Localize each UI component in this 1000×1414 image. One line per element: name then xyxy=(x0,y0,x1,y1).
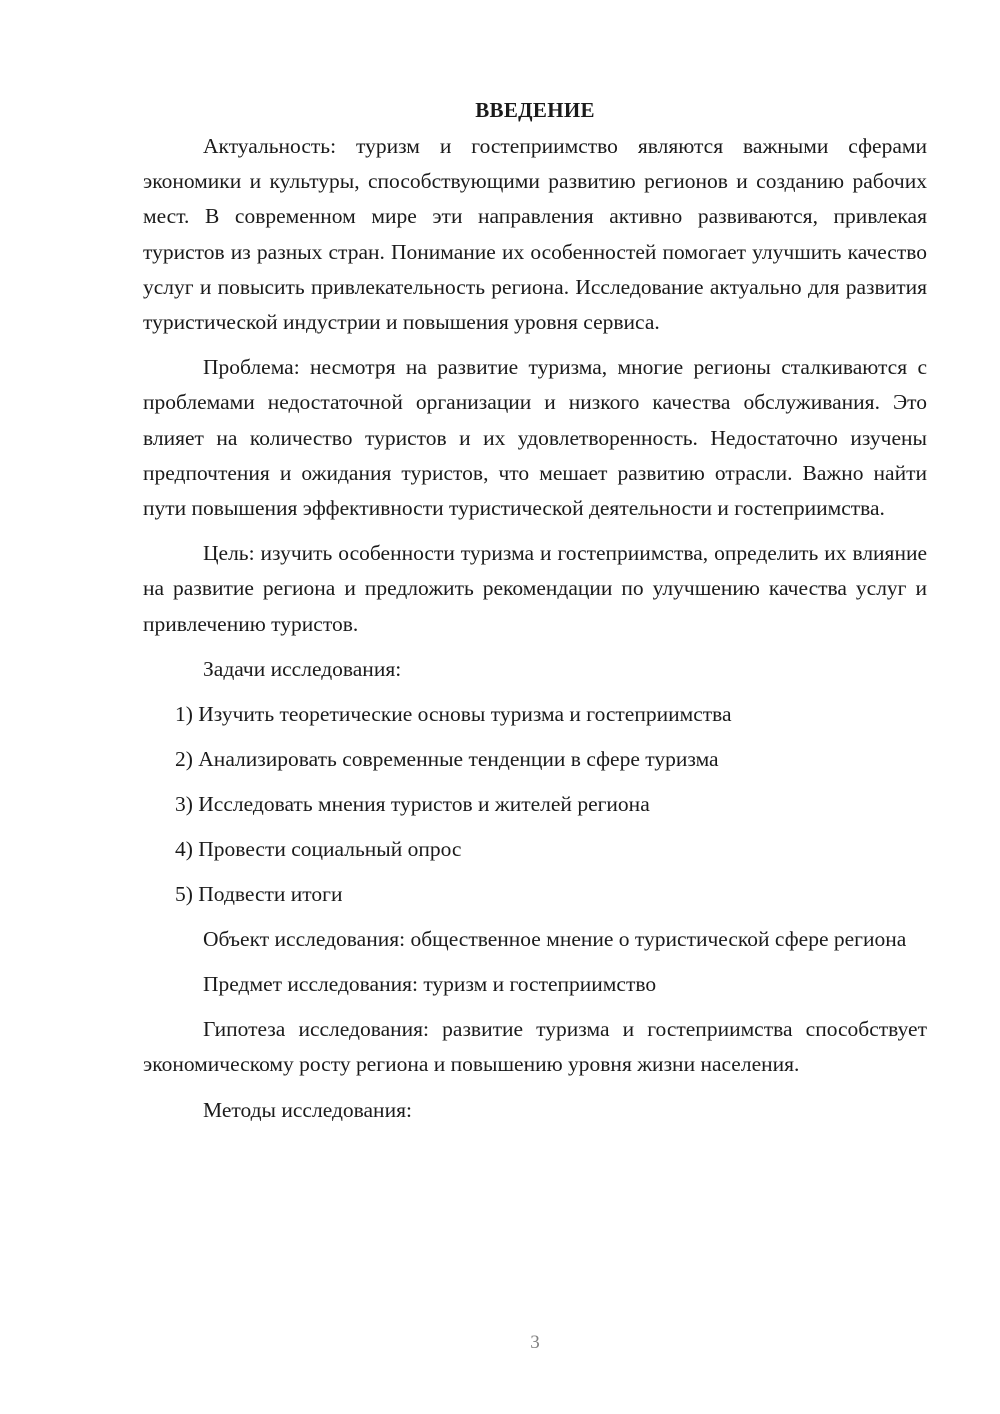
tasks-heading: Задачи исследования: xyxy=(203,656,402,681)
task-item-5: 5) Подвести итоги xyxy=(175,881,343,906)
tasks-list xyxy=(143,697,927,912)
page-content xyxy=(143,95,927,1138)
task-item-2: 2) Анализировать современные тенденции в сфере туризма xyxy=(175,746,719,771)
task-item-1: 1) Изучить теоретические основы туризма и гостеприимства xyxy=(175,701,732,726)
paragraph-hypothesis: Гипотеза исследования: развитие туризма и гостеприимства способствует экономическому росту региона и повышению уровня жизни населения. xyxy=(143,1017,927,1077)
page-title: ВВЕДЕНИЕ xyxy=(475,98,595,122)
paragraph-relevance: Актуальность: туризм и гостеприимство являются важными сферами экономики и культуры, способствующими развитию регионов и созданию рабочих мест. В современном мире эти направления активно развиваются, привлекая туристов из разных стран. Понимание их особенностей помогает улучшить качество услуг и повысить привлекательность региона. Исследование актуально для развития туристической индустрии и повышения уровня сервиса. xyxy=(143,134,927,335)
paragraph-goal: Цель: изучить особенности туризма и гостеприимства, определить их влияние на развитие региона и предложить рекомендации по улучшению качества услуг и привлечению туристов. xyxy=(143,541,927,636)
paragraph-object: Объект исследования: общественное мнение о туристической сфере региона xyxy=(203,926,907,951)
paragraph-subject: Предмет исследования: туризм и гостеприимство xyxy=(203,972,657,997)
paragraph-problem: Проблема: несмотря на развитие туризма, многие регионы сталкиваются с проблемами недостаточной организации и низкого качества обслуживания. Это влияет на количество туристов и их удовлетворенность. Недостаточно изучены предпочтения и ожидания туристов, что мешает развитию отрасли. Важно найти пути повышения эффективности туристической деятельности и гостеприимства. xyxy=(143,355,927,521)
task-item-3: 3) Исследовать мнения туристов и жителей региона xyxy=(175,791,650,816)
task-item-4: 4) Провести социальный опрос xyxy=(175,836,462,861)
page-number: 3 xyxy=(530,1332,540,1353)
paragraph-methods: Методы исследования: xyxy=(203,1097,412,1122)
